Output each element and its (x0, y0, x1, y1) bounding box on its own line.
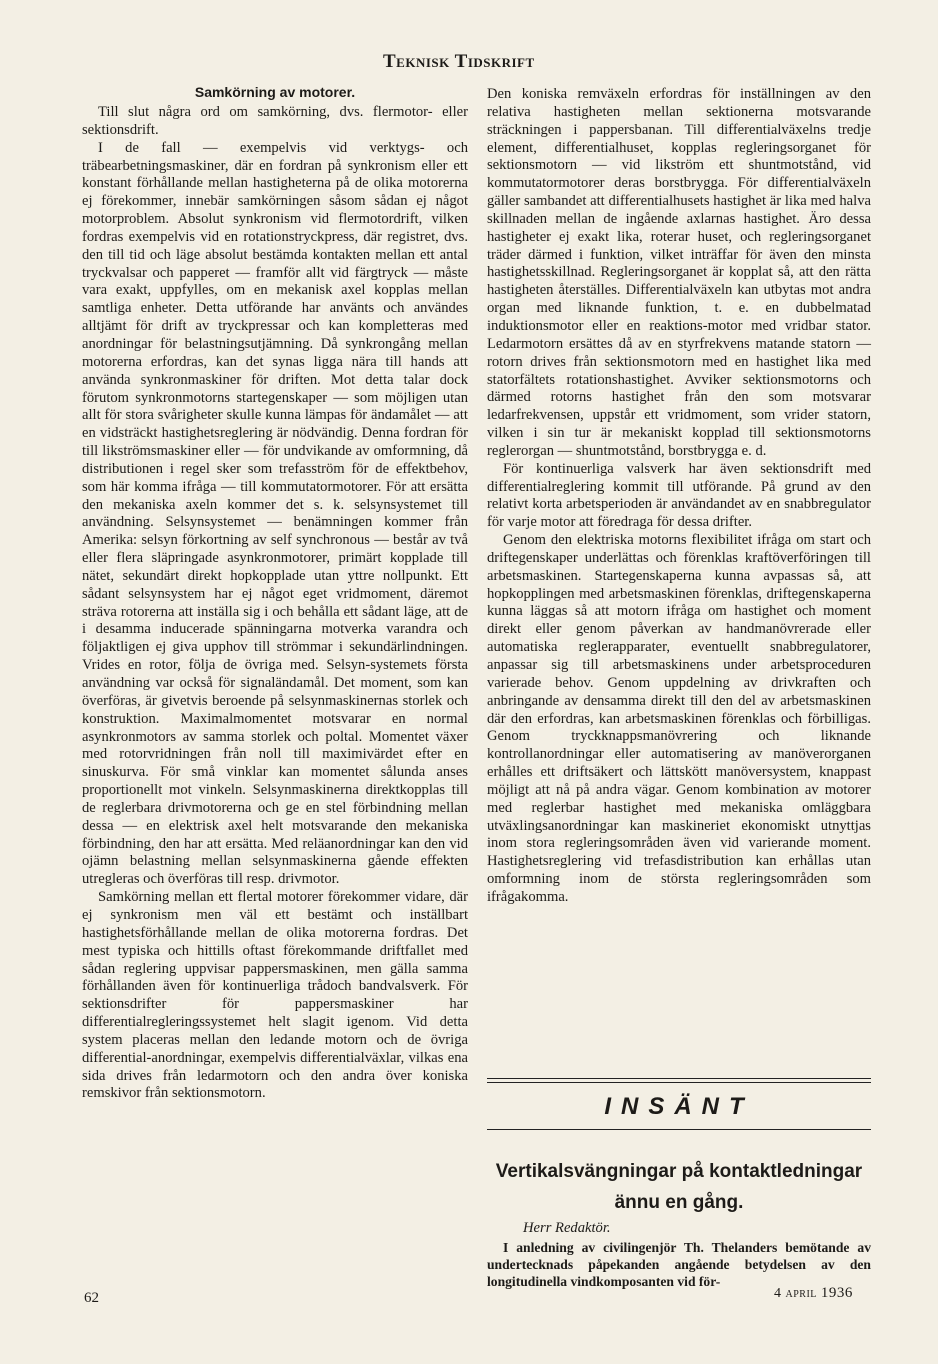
section-divider (487, 1082, 871, 1083)
salutation: Herr Redaktör. (523, 1220, 611, 1236)
paragraph: Till slut några ord om samkörning, dvs. flermotor- eller sektionsdrift. (82, 104, 468, 138)
paragraph: För kontinuerliga valsverk har även sektionsdrift med differentialreglering kommit till utförande. På grund av den relativt korta arbetsperioden är användandet av en snabbregulator för varje motor att föredraga för dessa drifter. (487, 460, 871, 531)
letter-body (487, 1239, 871, 1290)
issue-date-year: 1936 (820, 1285, 853, 1301)
article-title (487, 1156, 871, 1218)
left-column (82, 82, 468, 1103)
insant-section (487, 1075, 871, 1290)
section-divider (487, 1129, 871, 1130)
paragraph: I de fall — exempelvis vid verktygs- och träbearbetningsmaskiner, där en fordran på synkronism eller ett konstant förhållande mellan hastigheterna på de olika motorerna ej förekommer, innebär samkörningen såsom sådan ej något motorproblem. Absolut synkronism vid flermotordrift, vilken fordras exempelvis vid en rotationstryckpress, där registret, dvs. den till tid och läge absolut bestämda kontakten mellan ett antal tryckvalsar och papperet — framför allt vid färgtryck — måste vara exakt, uppfylles, om en mekanisk axel kopplas mellan samtliga enheter. Detta utförande har använts och användes alltjämt för drift av tryckpressar och kan kompletteras med anordningar för belastningsutjämning. Då synkrongång mellan motorerna erfordras, kan det synas ligga nära till hands att använda synkronmaskiner för driften. Mot detta talar dock förutom synkronmotorns startegenskaper — som möjligen utan allt för stora svårigheter skulle kunna lämpas för ändamålet — att en vidsträckt hastighetsreglering är nödvändig. Denna fordran för till likströmsmaskiner eller — för undvikande av omformning, då distributionen i regel sker som trefasström för de effektbehov, som här komma ifråga — till kommutatormotorer. För att ersätta den mekaniska axeln kommer det s. k. selsynsystemet till användning. Selsynsystemet — benämningen kommer från Amerika: selsyn förkortning av self synchronous — består av två eller flera släpringade asynkronmotorer, primärt kopplade till nätet, sekundärt direkt hopkopplade utan yttre nollpunkt. Ett sådant selsynsystem har ej något eget vridmoment, däremot sträva rotorerna att inställa sig i och behålla ett sådant läge, att de i desamma inducerade spänningarna motverka varandra och följaktligen ej giva upphov till strömmar i sekundärlindningen. Vrides en rotor, följa de övriga med. Selsyn-systemets första användning var också för signaländamål. Det moment, som kan överföras, är givetvis beroende på selsynmaskinernas storlek och konstruktion. Maximalmomentet motsvarar en normal asynkronmotors av samma storlek och poltal. Momentet växer med rotorvridningen från noll till maximivärdet efter en sinuskurva. För små vinklar kan momentet sålunda anses proportionellt mot vinkeln. Selsynmaskinerna direktkopplas till de reglerbara drivmotorerna och ge en stel förbindning mellan dessa — en elektrisk axel helt motsvarande den mekaniska förbindning, den har att ersätta. Med reläanordningar kan den vid ojämn belastning mellan selsynmaskinerna gående effekten utregleras och överföras till resp. drivmotor. (82, 139, 468, 888)
section-divider (487, 1078, 871, 1079)
page-number: 62 (84, 1290, 99, 1306)
masthead: Teknisk Tidskrift (383, 51, 535, 72)
issue-date (774, 1285, 853, 1302)
article-title-line: Vertikalsvängningar på kontaktledningar (495, 1161, 863, 1182)
section-heading: Samkörning av motorer. (194, 84, 356, 100)
insant-label: INSÄNT (604, 1093, 754, 1120)
right-column (487, 86, 871, 907)
paragraph: Samkörning mellan ett flertal motorer förekommer vidare, där ej synkronism men väl ett bestämt och inställbart hastighetsförhållande mellan de olika motorerna fordras. Det mest typiska och hittills oftast förekommande driftfallet med sådan reglering uppvisar pappersmaskinen, men gälla samma förhållanden även för kontinuerliga trådoch bandvalsverk. För sektionsdrifter för pappersmaskiner har differentialregleringssystemet helt slagit igenom. Vid detta system placeras mellan den ledande motorn och de övriga differential-anordningar, exempelvis differentialväxlar, vilkas ena sida drives från ledarmotorn och den andra över koniska remskivor från sektionsmotorn. (82, 889, 468, 1102)
paragraph: I anledning av civilingenjör Th. Thelanders bemötande av undertecknads påpekanden angående betydelsen av den longitudinella vindkomposanten vid för- (487, 1240, 871, 1289)
article-title-line: ännu en gång. (614, 1192, 744, 1213)
paragraph: Den koniska remväxeln erfordras för inställningen av den relativa hastigheten mellan sektionerna motsvarande sträckningen i pappersbanan. Till differentialväxelns tredje element, differentialhuset, kopplas regleringsorganet för sektionsmotorn — vid likström ett shuntmotstånd, vid kommutatormotorer deras borstbrygga. För differentialväxeln gäller sambandet att differentialhusets hastighet är lika med halva skillnaden mellan de ingående axlarnas hastighet. Äro dessa hastigheter ej exakt lika, roterar huset, och regleringsorganet träder därmed i funktion, vilket inträffar för även den minsta hastighetsskillnad. Regleringsorganet är kopplat så, att den rätta hastigheten återställes. Differentialväxeln kan utbytas mot andra organ med liknande funktion, t. e. en dubbelmatad induktionsmotor eller en reaktions-motor med vridbar stator. Ledarmotorn ersättes då av en styrfrekvens matande statorn — rotorn drives från sektionsmotorn med en hastighet lika med statorfältets rotationshastighet. Avviker sektionsmotorns och därmed rotorns hastighet från den som motsvarar ledarfrekvensen, uppstår ett vridmoment, som vrider statorn, vilken i sin tur är mekaniskt kopplad till sektionsmotorns reglerorgan — shuntmotstånd, borstbrygga e. d. (487, 86, 871, 459)
paragraph: Genom den elektriska motorns flexibilitet ifråga om start och driftegenskaper underlättas och förenklas kraftöverföringen till arbetsmaskinen. Startegenskaperna kunna avpassas så, att hopkopplingen med arbetsmaskinen förenklas, driftegenskaperna kunna läggas så att motorn ifråga om hastighet och moment direkt eller genom påverkan av handmanövrerade eller automatiska reglerapparater, eventuellt snabbregulatorer, anpassar sig till arbetsmaskinens under arbetsproceduren varierade behov. Genom uppdelning av drivkraften och anbringande av densamma direkt till den del av arbetsmaskinen där den erfordras, kan arbetsmaskinen förenklas och förbilligas. Genom tryckknappsmanövrering och liknande kontrollanordningar eller automatisering av manöverorganen erhålles ett driftsäkert och lättskött manöversystem, knappast möjligt att nå på andra vägar. Genom kombination av motorer med reglerbar hastighet med mekaniska omläggbara utväxlingsanordningar kan maskineriet ekonomiskt utnyttjas inom stora regleringsområden även vid varierande moment. Hastighetsreglering vid trefasdistribution kan erhållas utan omformning inom de största regleringsområden som ifrågakomma. (487, 532, 871, 905)
issue-date-day-month: 4 april (774, 1286, 817, 1301)
